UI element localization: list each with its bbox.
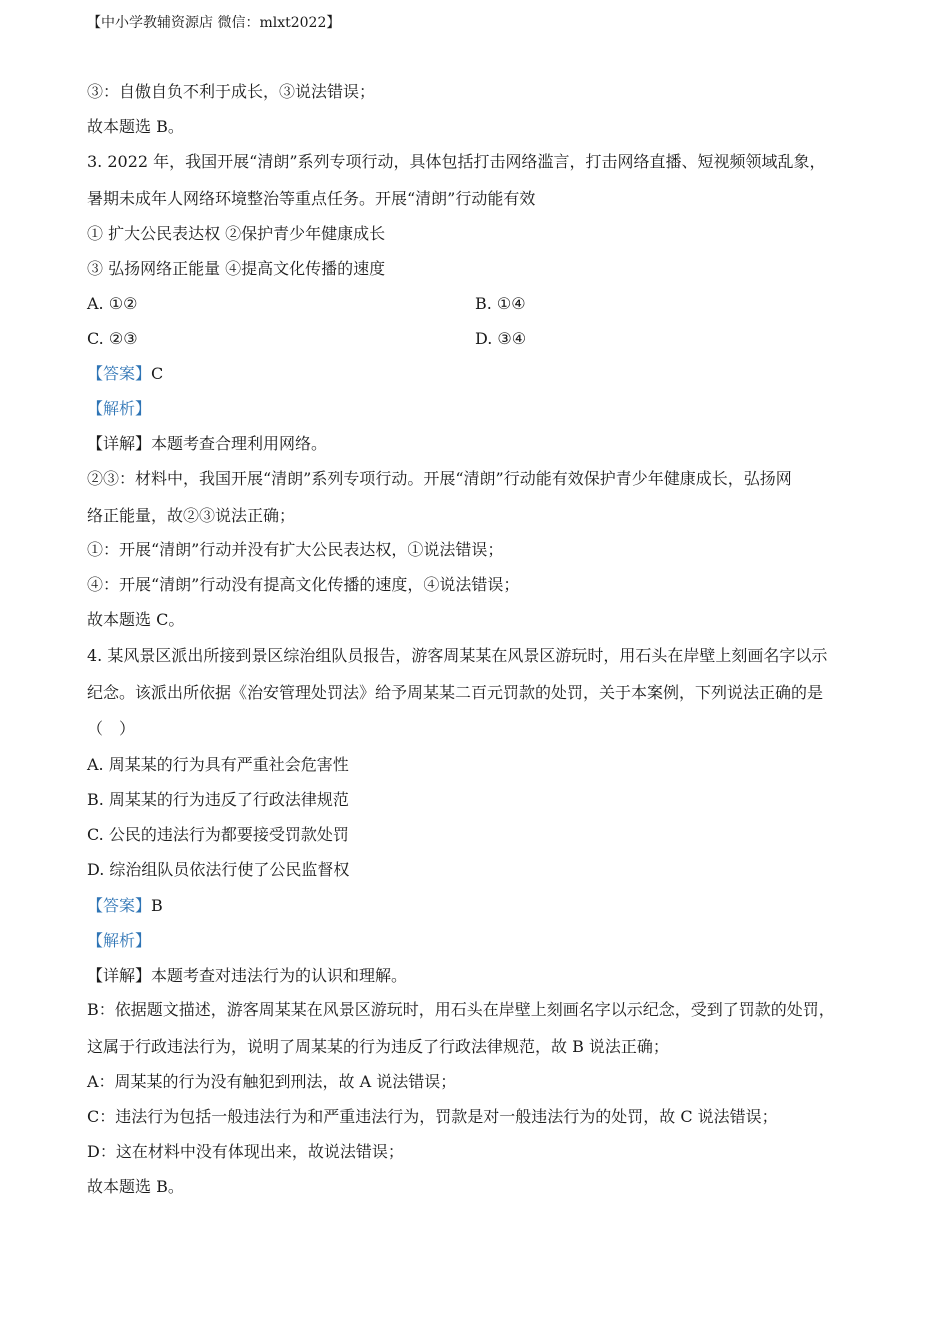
q4-option-c: C. 公民的违法行为都要接受罚款处罚 (87, 825, 349, 844)
q3-stem-line2: 暑期未成年人网络环境整治等重点任务。开展“清朗”行动能有效 (87, 189, 536, 208)
q3-analysis-tag: 【解析】 (87, 399, 152, 418)
q4-explanation-c: C：违法行为包括一般违法行为和严重违法行为，罚款是对一般违法行为的处罚，故 C 说法错误； (87, 1107, 778, 1126)
q3-items-line1: ① 扩大公民表达权 ②保护青少年健康成长 (87, 224, 386, 243)
page-header: 【中小学教辅资源店 微信：mlxt2022】 (87, 15, 341, 31)
q4-option-d: D. 综治组队员依法行使了公民监督权 (87, 860, 350, 879)
answer-value: C (151, 364, 164, 383)
q4-conclusion: 故本题选 B。 (87, 1177, 184, 1196)
q3-answer-line (87, 363, 163, 385)
q3-detail: 【详解】本题考查合理利用网络。 (87, 434, 328, 453)
q3-explanation-1a: ②③：材料中，我国开展“清朗”系列专项行动。开展“清朗”行动能有效保护青少年健康成长，弘扬网 (87, 469, 792, 488)
q3-option-c: C. ②③ (87, 329, 138, 348)
q4-stem-line3: （ ） (87, 719, 136, 738)
q4-analysis-tag: 【解析】 (87, 931, 152, 950)
q4-stem-line2: 纪念。该派出所依据《治安管理处罚法》给予周某某二百元罚款的处罚，关于本案例，下列说法正确的是 (87, 683, 824, 702)
q3-conclusion: 故本题选 C。 (87, 610, 185, 629)
q3-option-b: B. ①④ (475, 294, 526, 313)
q4-explanation-a: A：周某某的行为没有触犯到刑法，故 A 说法错误； (87, 1072, 457, 1091)
q4-explanation-d: D：这在材料中没有体现出来，故说法错误； (87, 1142, 404, 1161)
q4-explanation-b1: B：依据题文描述，游客周某某在风景区游玩时，用石头在岸壁上刻画名字以示纪念，受到了罚款的处罚， (87, 1000, 835, 1019)
q2-point3: ③：自傲自负不利于成长，③说法错误； (87, 82, 376, 101)
q3-explanation-1b: 络正能量，故②③说法正确； (87, 506, 296, 525)
q3-items-line2: ③ 弘扬网络正能量 ④提高文化传播的速度 (87, 259, 386, 278)
answer-tag: 【答案】 (87, 364, 152, 383)
q3-option-d: D. ③④ (475, 329, 527, 348)
q3-option-a: A. ①② (87, 294, 138, 313)
q2-conclusion: 故本题选 B。 (87, 117, 184, 136)
answer-value: B (151, 896, 163, 915)
q3-stem-line1: 3. 2022 年，我国开展“清朗”系列专项行动，具体包括打击网络滥言，打击网络直播、短视频领域乱象， (87, 152, 826, 171)
q3-explanation-3: ④：开展“清朗”行动没有提高文化传播的速度，④说法错误； (87, 575, 520, 594)
q3-explanation-2: ①：开展“清朗”行动并没有扩大公民表达权，①说法错误； (87, 540, 504, 559)
q4-stem-line1: 4. 某风景区派出所接到景区综治组队员报告，游客周某某在风景区游玩时，用石头在岸壁上刻画名字以示 (87, 646, 828, 665)
q4-option-b: B. 周某某的行为违反了行政法律规范 (87, 790, 349, 809)
answer-tag: 【答案】 (87, 896, 152, 915)
q4-explanation-b2: 这属于行政违法行为，说明了周某某的行为违反了行政法律规范，故 B 说法正确； (87, 1037, 669, 1056)
q4-detail: 【详解】本题考查对违法行为的认识和理解。 (87, 966, 408, 985)
q4-option-a: A. 周某某的行为具有严重社会危害性 (87, 755, 349, 774)
q4-answer-line (87, 895, 163, 917)
